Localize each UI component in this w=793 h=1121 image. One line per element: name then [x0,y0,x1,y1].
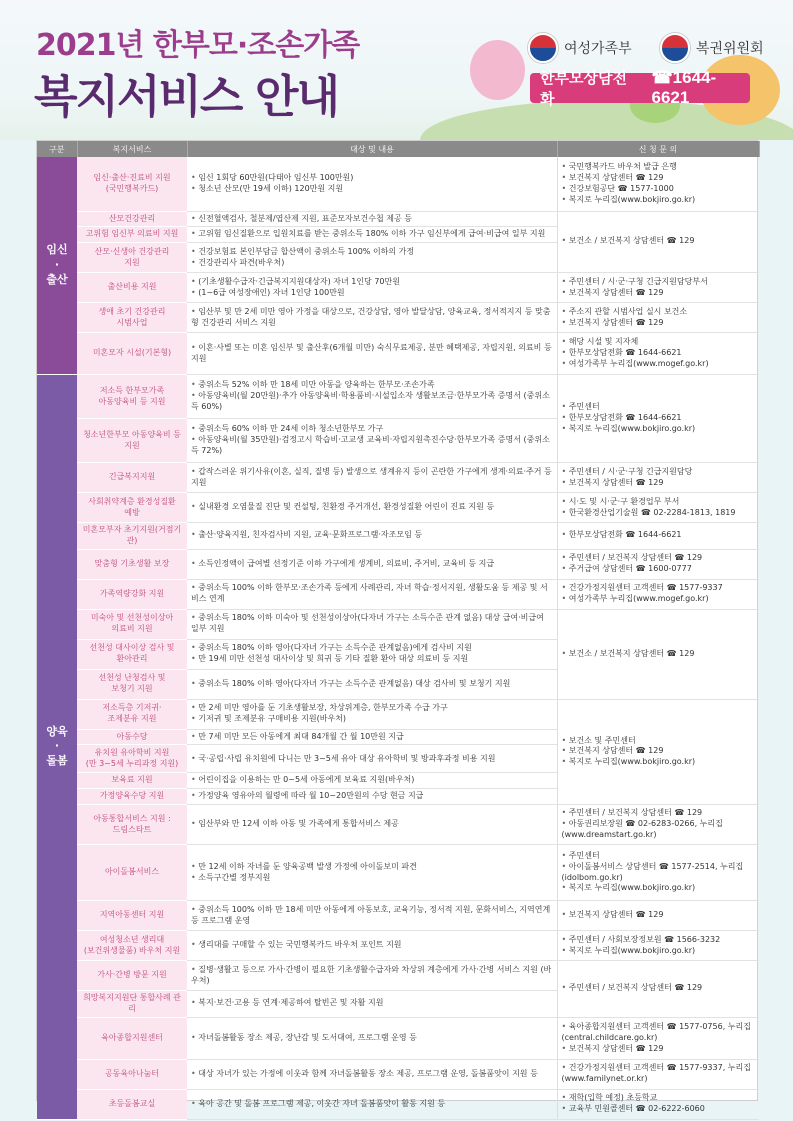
description-cell [187,931,557,961]
service-name-cell: 아동통합서비스 지원 : 드림스타트 [77,805,187,845]
list-item: • 중위소득 180% 이하 영아(다자녀 가구는 소득수준 관계없음)에게 검사비 지원 [191,643,553,654]
table-row [37,375,759,419]
service-name-cell: 가정양육수당 지원 [77,789,187,805]
page-header [0,0,793,140]
description-cell [187,523,557,550]
list-item: • 중위소득 52% 이하 만 18세 미만 아동을 양육하는 한부모·조손가족 [191,380,553,391]
service-name-cell: 공동육아나눔터 [77,1059,187,1089]
service-name-cell: 선천성 대사이상 검사 및 환아관리 [77,639,187,669]
table-row [37,523,759,550]
service-table [37,141,760,1120]
description-cell [187,609,557,639]
description-cell [187,333,557,375]
apply-cell [557,961,759,1018]
list-item: • 해당 시설 및 지자체 [562,337,756,348]
description-cell [187,745,557,773]
apply-cell [557,463,759,493]
list-item: • 건강보험공단 ☎ 1577-1000 [562,184,756,195]
list-item: • 신전혈액검사, 철분제/엽산제 지원, 표준모자보건수첩 제공 등 [191,214,553,225]
description-cell [187,901,557,931]
list-item: • 갑작스러운 위기사유(이혼, 실직, 질병 등) 발생으로 생계유지 등이 곤란한 가구에게 생계·의료·주거 등 지원 [191,467,553,489]
description-cell [187,493,557,523]
service-name-cell: 긴급복지지원 [77,463,187,493]
apply-cell [557,273,759,303]
description-cell [187,579,557,609]
description-cell [187,375,557,419]
list-item: • 보건복지 상담센터 ☎ 129 [562,746,756,757]
list-item: • 보건소 / 보건복지 상담센터 ☎ 129 [562,649,756,660]
table-row [37,901,759,931]
apply-cell [557,609,759,699]
list-item: • 복지로 누리집(www.bokjiro.go.kr) [562,883,756,894]
list-item: • 주민센터 [562,851,756,862]
description-cell [187,789,557,805]
table-row [37,699,759,729]
list-item: • 이혼·사별 또는 미혼 임신부 및 출산후(6개월 미만) 숙식무료제공, 분만 혜택제공, 자립지원, 의료비 등 지원 [191,343,553,365]
table-row [37,463,759,493]
table-row [37,931,759,961]
description-cell [187,639,557,669]
service-name-cell: 사회취약계층 환경성질환 예방 [77,493,187,523]
table-row [37,961,759,991]
description-cell [187,211,557,227]
list-item: • 복지로 누리집(www.bokjiro.go.kr) [562,946,756,957]
list-item: • 보건복지 상담센터 ☎ 129 [562,288,756,299]
list-item: • 실내환경 오염물질 진단 및 컨설팅, 친환경 주거개선, 환경성질환 어린이 진료 지원 등 [191,502,553,513]
description-cell [187,845,557,901]
taegeuk-icon [660,33,690,63]
service-name-cell: 지역아동센터 지원 [77,901,187,931]
list-item: • 기저귀 및 조제분유 구매비용 지원(바우처) [191,714,553,725]
list-item: • 출산·양육지원, 친자검사비 지원, 교육·문화프로그램·자조모임 등 [191,530,553,541]
apply-cell [557,931,759,961]
list-item: • 한국환경산업기술원 ☎ 02-2284-1813, 1819 [562,508,756,519]
list-item: • 국민행복카드 바우처 발급 은행 [562,162,756,173]
description-cell [187,243,557,273]
apply-cell [557,157,759,211]
apply-cell [557,1059,759,1089]
list-item: • 육아종합지원센터 고객센터 ☎ 1577-0756, 누리집(central.childcare.go.kr) [562,1022,756,1044]
list-item: • 건강가정지원센터 고객센터 ☎ 1577-9337, 누리집(www.familynet.or.kr) [562,1063,756,1085]
list-item: • 중위소득 100% 이하 한부모·조손가족 등에게 사례관리, 자녀 학습·정서지원, 생활도움 등 제공 및 서비스 연계 [191,583,553,605]
list-item: • 만 2세 미만 영아를 둔 기초생활보장, 차상위계층, 한부모가족 수급 가구 [191,703,553,714]
service-name-cell: 청소년한부모 아동양육비 등 지원 [77,419,187,463]
service-name-cell: 희망복지지원단 통합사례 관리 [77,991,187,1018]
list-item: • 아동권리보장원 ☎ 02-6283-0266, 누리집(www.dreamstart.go.kr) [562,819,756,841]
apply-cell [557,699,759,804]
service-name-cell: 육아종합지원센터 [77,1017,187,1059]
apply-cell [557,303,759,333]
service-name-cell: 가족역량강화 지원 [77,579,187,609]
table-row [37,211,759,227]
description-cell [187,227,557,243]
category-cell: 양육 · 돌봄 [37,375,77,1120]
header-content: 대상 및 내용 [187,141,557,157]
list-item: • 주거급여 상담센터 ☎ 1600-0777 [562,564,756,575]
category-cell: 임신 · 출산 [37,157,77,375]
logo-mogef: 여성가족부 [528,33,632,63]
list-item: • 건강관리사 파견(바우처) [191,258,553,269]
list-item: • 주민센터 / 사회보장정보원 ☎ 1566-3232 [562,935,756,946]
service-name-cell: 산모·신생아 건강관리 지원 [77,243,187,273]
description-cell [187,549,557,579]
list-item: • 아동양육비(월 20만원)·추가 아동양육비·학용품비·시설입소자 생활보조금·한부모가족 증명서 (중위소득 60%) [191,391,553,413]
service-name-cell: 저소득층 기저귀· 조제분유 지원 [77,699,187,729]
table-row [37,333,759,375]
service-name-cell: 저소득 한부모가족 아동양육비 등 지원 [77,375,187,419]
service-name-cell: 미혼모자 시설(기본형) [77,333,187,375]
apply-cell [557,333,759,375]
service-name-cell: 미혼모부자 초기지원(거점기관) [77,523,187,550]
apply-cell [557,549,759,579]
list-item: • 보건복지 상담센터 ☎ 129 [562,478,756,489]
list-item: • 중위소득 180% 이하 미숙아 및 선천성이상아(다자녀 가구는 소득수준 관계 없음) 대상 급여·비급여 일부 지원 [191,613,553,635]
list-item: • 여성가족부 누리집(www.mogef.go.kr) [562,594,756,605]
service-name-cell: 고위험 임신부 의료비 지원 [77,227,187,243]
list-item: • 시·도 및 시·군·구 환경업무 부서 [562,497,756,508]
service-name-cell: 여성청소년 생리대 (보건위생물품) 바우처 지원 [77,931,187,961]
list-item: • 가정양육 영유아의 월령에 따라 월 10~20만원의 수당 현금 지급 [191,791,553,802]
service-name-cell: 선천성 난청검사 및 보청기 지원 [77,669,187,699]
description-cell [187,773,557,789]
list-item: • 자녀돌봄활동 장소 제공, 장난감 및 도서대여, 프로그램 운영 등 [191,1033,553,1044]
list-item: • 보건복지 상담센터 ☎ 129 [562,173,756,184]
list-item: • 교육부 민원콜센터 ☎ 02-6222-6060 [562,1104,756,1115]
list-item: • 임산부 및 만 2세 미만 영아 가정을 대상으로, 건강상담, 영아 발달상담, 양육교육, 정서적지지 등 맞춤형 건강관리 서비스 지원 [191,307,553,329]
service-name-cell: 미숙아 및 선천성이상아 의료비 지원 [77,609,187,639]
list-item: • 임신 1회당 60만원(다태아 임신부 100만원) [191,173,553,184]
service-name-cell: 생애 초기 건강관리 시범사업 [77,303,187,333]
hotline-banner: 한부모상담전화 ☎1644-6621 [530,73,750,103]
list-item: • 보건소 및 주민센터 [562,736,756,747]
list-item: • 건강가정지원센터 고객센터 ☎ 1577-9337 [562,583,756,594]
list-item: • 질병·생활고 등으로 가사·간병이 필요한 기초생활수급자와 차상위 계층에게 가사·간병 서비스 지원 (바우처) [191,965,553,987]
table-row [37,303,759,333]
description-cell [187,961,557,991]
table-row [37,579,759,609]
apply-cell [557,523,759,550]
table-row [37,273,759,303]
list-item: • 주민센터 / 보건복지 상담센터 ☎ 129 [562,808,756,819]
description-cell [187,991,557,1018]
list-item: • 재학(입학 예정) 초등학교 [562,1093,756,1104]
list-item: • 건강보험료 본인부담금 합산액이 중위소득 100% 이하의 가정 [191,247,553,258]
table-row [37,609,759,639]
list-item: • (1~6급 여성장애인) 자녀 1인당 100만원 [191,288,553,299]
service-name-cell: 출산비용 지원 [77,273,187,303]
list-item: • 복지로 누리집(www.bokjiro.go.kr) [562,757,756,768]
description-cell [187,699,557,729]
description-cell [187,805,557,845]
tree-decoration [470,40,525,100]
list-item: • 청소년 산모(만 19세 이하) 120만원 지원 [191,184,553,195]
service-name-cell: 산모건강관리 [77,211,187,227]
description-cell [187,1059,557,1089]
service-name-cell: 아이돌봄서비스 [77,845,187,901]
table-row [37,1059,759,1089]
apply-cell [557,901,759,931]
header-service: 복지서비스 [77,141,187,157]
apply-cell [557,211,759,273]
description-cell [187,1017,557,1059]
header-apply: 신 청 문 의 [557,141,759,157]
list-item: • 한부모상담전화 ☎ 1644-6621 [562,530,756,541]
description-cell [187,419,557,463]
list-item: • 아이돌봄서비스 상담센터 ☎ 1577-2514, 누리집(idolbom.go.kr) [562,862,756,884]
list-item: • 아동양육비(월 35만원)·검정고시 학습비·고교생 교육비·자립지원촉진수당·한부모가족 증명서 (중위소득 72%) [191,435,553,457]
list-item: • 임산부와 만 12세 이하 아동 및 가족에게 통합서비스 제공 [191,819,553,830]
list-item: • 한부모상담전화 ☎ 1644-6621 [562,348,756,359]
apply-cell [557,845,759,901]
apply-cell [557,805,759,845]
description-cell [187,157,557,211]
apply-cell [557,375,759,463]
list-item: • 주민센터 [562,402,756,413]
apply-cell [557,1017,759,1059]
list-item: • 복지로 누리집(www.bokjiro.go.kr) [562,195,756,206]
list-item: • 보건복지 상담센터 ☎ 129 [562,318,756,329]
table-row [37,805,759,845]
list-item: • 중위소득 60% 이하 만 24세 이하 청소년한부모 가구 [191,424,553,435]
list-item: • (기초생활수급자·긴급복지지원대상자) 자녀 1인당 70만원 [191,277,553,288]
list-item: • 생리대를 구매할 수 있는 국민행복카드 바우처 포인트 지원 [191,940,553,951]
list-item: • 보건소 / 보건복지 상담센터 ☎ 129 [562,236,756,247]
list-item: • 여성가족부 누리집(www.mogef.go.kr) [562,359,756,370]
list-item: • 중위소득 100% 이하 만 18세 미만 아동에게 아동보호, 교육기능, 정서적 지원, 문화서비스, 지역연계 등 프로그램 운영 [191,905,553,927]
service-name-cell: 아동수당 [77,729,187,745]
table-row [37,157,759,211]
description-cell [187,1089,557,1119]
table-row [37,845,759,901]
service-name-cell: 초등돌봄교실 [77,1089,187,1119]
table-row [37,493,759,523]
list-item: • 만 19세 미만 선천성 대사이상 및 희귀 등 기타 질환 환아 대상 의료비 등 지원 [191,654,553,665]
table-header-row [37,141,759,157]
list-item: • 보건복지 상담센터 ☎ 129 [562,910,756,921]
list-item: • 복지로 누리집(www.bokjiro.go.kr) [562,424,756,435]
description-cell [187,729,557,745]
table-row [37,1089,759,1119]
list-item: • 주소지 관할 시범사업 실시 보건소 [562,307,756,318]
list-item: • 중위소득 180% 이하 영아(다자녀 가구는 소득수준 관계없음) 대상 검사비 및 보청기 지원 [191,679,553,690]
apply-cell [557,579,759,609]
list-item: • 육아 공간 및 돌봄 프로그램 제공, 이웃간 자녀 돌봄품앗이 활동 지원 등 [191,1099,553,1110]
service-name-cell: 임신·출산·진료비 지원 (국민행복카드) [77,157,187,211]
description-cell [187,669,557,699]
list-item: • 만 12세 이하 자녀를 둔 양육공백 발생 가정에 아이돌보미 파견 [191,862,553,873]
service-name-cell: 가사·간병 방문 지원 [77,961,187,991]
list-item: • 주민센터 / 시·군·구청 긴급지원담당 [562,467,756,478]
service-table-container [36,140,758,1114]
title-line2: 복지서비스 안내 [34,70,338,123]
table-row [37,549,759,579]
table-row [37,1017,759,1059]
list-item: • 주민센터 / 보건복지 상담센터 ☎ 129 [562,983,756,994]
list-item: • 주민센터 / 보건복지 상담센터 ☎ 129 [562,553,756,564]
taegeuk-icon [528,33,558,63]
description-cell [187,273,557,303]
apply-cell [557,1089,759,1119]
list-item: • 소득구간별 정부지원 [191,873,553,884]
apply-cell [557,493,759,523]
list-item: • 소득인정액이 급여별 선정기준 이하 가구에게 생계비, 의료비, 주거비, 교육비 등 지급 [191,559,553,570]
header-category: 구분 [37,141,77,157]
logo-lottery: 복권위원회 [660,33,764,63]
service-name-cell: 맞춤형 기초생활 보장 [77,549,187,579]
list-item: • 만 7세 미만 모든 아동에게 최대 84개월 간 월 10만원 지급 [191,732,553,743]
list-item: • 복지·보건·고용 등 연계·제공하여 탈빈곤 및 자활 지원 [191,998,553,1009]
list-item: • 대상 자녀가 있는 가정에 이웃과 함께 자녀돌봄활동 장소 제공, 프로그램 운영, 돌봄품앗이 지원 등 [191,1069,553,1080]
title-line1: 2021년 한부모·조손가족 [36,28,360,63]
list-item: • 주민센터 / 시·군·구청 긴급지원담당부서 [562,277,756,288]
list-item: • 보건복지 상담센터 ☎ 129 [562,1044,756,1055]
list-item: • 고위험 임신질환으로 입원치료를 받는 중위소득 180% 이하 가구 임신부에게 급여·비급여 일부 지원 [191,229,553,240]
list-item: • 어린이집을 이용하는 만 0~5세 아동에게 보육료 지원(바우처) [191,775,553,786]
description-cell [187,463,557,493]
list-item: • 한부모상담전화 ☎ 1644-6621 [562,413,756,424]
service-name-cell: 보육료 지원 [77,773,187,789]
service-name-cell: 유치원 유아학비 지원 (만 3~5세 누리과정 지원) [77,745,187,773]
list-item: • 국·공립·사립 유치원에 다니는 만 3~5세 유아 대상 유아학비 및 방과후과정 비용 지원 [191,754,553,765]
description-cell [187,303,557,333]
